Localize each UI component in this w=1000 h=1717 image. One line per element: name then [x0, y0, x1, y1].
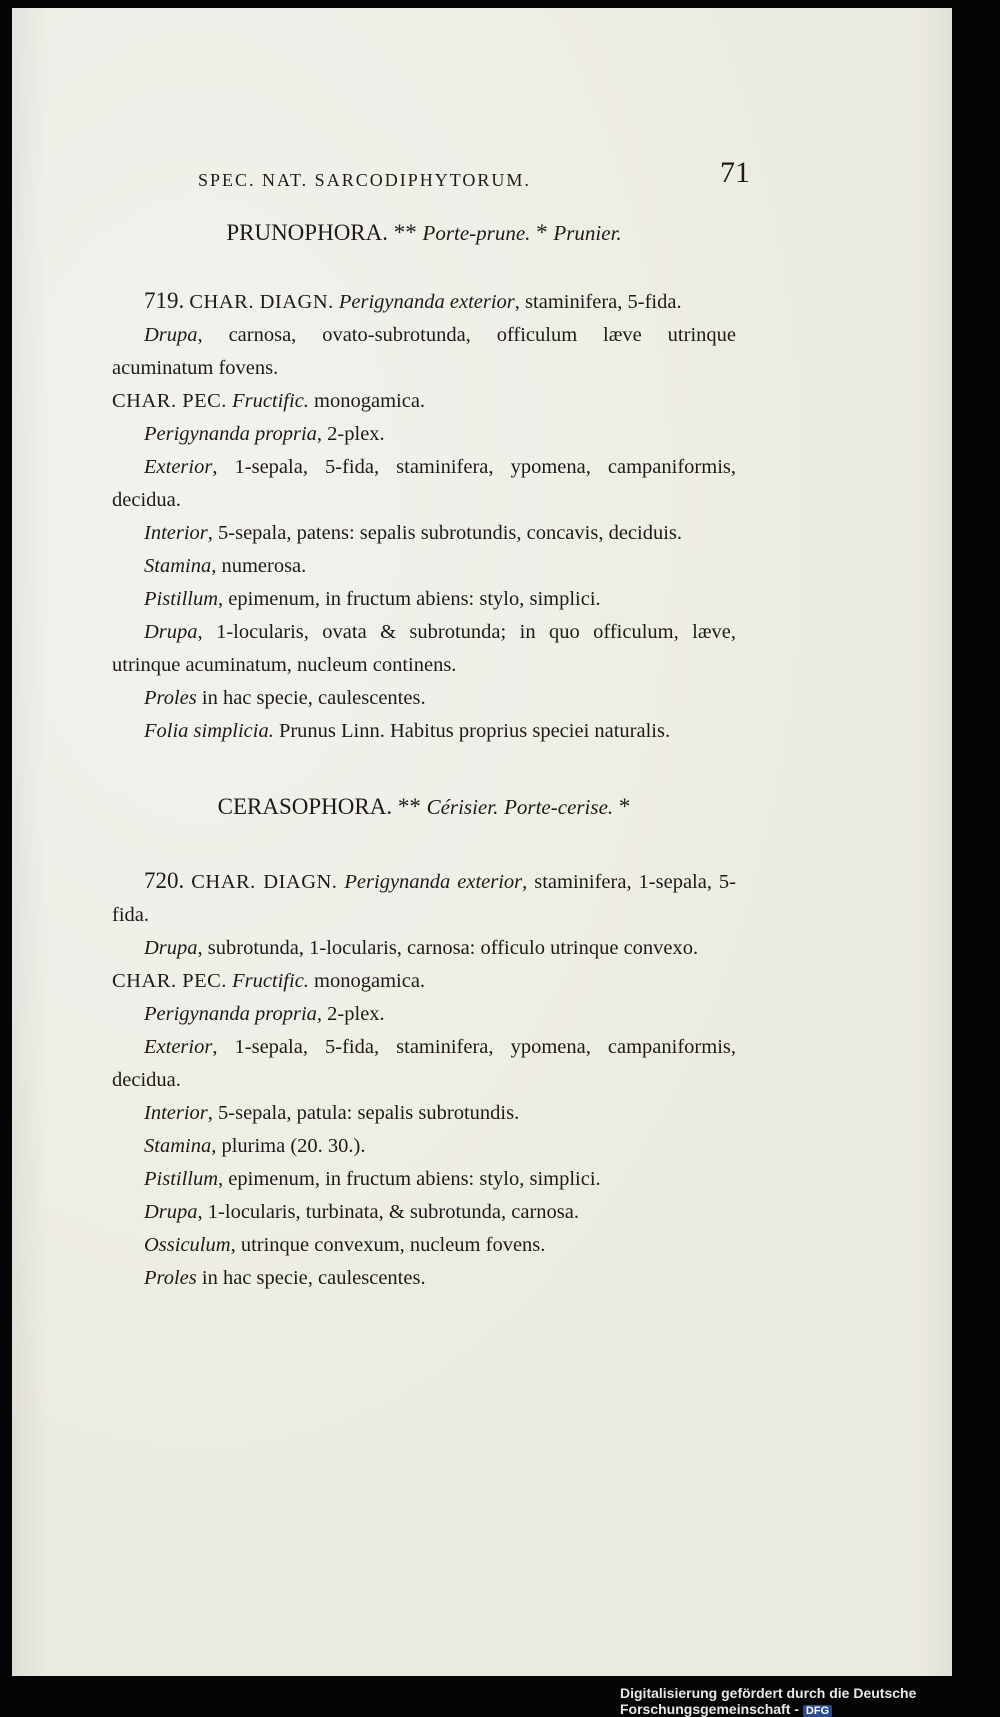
char-diagn-label: CHAR. DIAGN.	[189, 291, 334, 313]
diagnosis-line	[112, 284, 736, 319]
description: , plurima (20. 30.).	[211, 1135, 366, 1157]
entry-line	[112, 965, 736, 998]
entry-line	[112, 1163, 736, 1196]
term: Perigynanda propria	[144, 423, 317, 445]
entry-line	[112, 715, 736, 748]
term: Proles	[144, 687, 197, 709]
asterisks: **	[392, 794, 427, 819]
entry-line	[112, 1262, 736, 1295]
entry-line	[112, 616, 736, 682]
term: Drupa	[144, 621, 198, 643]
description: , numerosa.	[211, 555, 307, 577]
page-content	[112, 156, 750, 1295]
term: Ossiculum	[144, 1234, 231, 1256]
term: Drupa	[144, 324, 198, 346]
term: Drupa	[144, 1201, 198, 1223]
term: Interior	[144, 1102, 208, 1124]
entry-720	[112, 864, 736, 1295]
french-name: Cérisier.	[426, 795, 499, 819]
entry-line	[112, 682, 736, 715]
description: monogamica.	[308, 970, 426, 992]
term: Stamina	[144, 555, 212, 577]
description: , 1-locularis, ovata & subrotunda; in quo officulum, læve, utrinque acuminatum, nucleum continens.	[112, 621, 736, 676]
term: Pistillum	[144, 1168, 219, 1190]
term: Stamina	[144, 1135, 212, 1157]
description: , 1-sepala, 5-fida, staminifera, ypomena, campaniformis, decidua.	[112, 1036, 736, 1091]
entry-line	[112, 517, 736, 550]
description: , 5-sepala, patens: sepalis subrotundis, concavis, deciduis.	[207, 522, 683, 544]
entry-line	[112, 451, 736, 517]
term: Pistillum	[144, 588, 219, 610]
description: , 2-plex.	[316, 423, 385, 445]
description: monogamica.	[308, 390, 426, 412]
term: Folia simplicia.	[144, 720, 274, 742]
term: Fructific.	[232, 390, 309, 412]
entry-line	[112, 550, 736, 583]
entry-line	[112, 1130, 736, 1163]
description: , carnosa, ovato-subrotunda, officulum læve utrinque acuminatum fovens.	[112, 324, 736, 379]
term: Interior	[144, 522, 208, 544]
running-head-title: SPEC. NAT. SARCODIPHYTORUM.	[198, 170, 531, 190]
entry-line	[112, 1097, 736, 1130]
description: , epimenum, in fructum abiens: stylo, simplici.	[218, 588, 601, 610]
diagnosis-line	[112, 864, 736, 932]
term: Proles	[144, 1267, 197, 1289]
description: , epimenum, in fructum abiens: stylo, simplici.	[218, 1168, 601, 1190]
entry-line	[112, 1196, 736, 1229]
description: , 5-sepala, patula: sepalis subrotundis.	[207, 1102, 520, 1124]
french-name: Porte-prune.	[422, 221, 531, 245]
entry-line	[112, 418, 736, 451]
genus-name: PRUNOPHORA.	[226, 220, 389, 245]
term: Fructific.	[232, 970, 309, 992]
entry-line	[112, 319, 736, 385]
term: Exterior	[144, 1036, 213, 1058]
description: in hac specie, caulescentes.	[196, 687, 426, 709]
entry-number: 719.	[144, 288, 185, 313]
description: , 2-plex.	[316, 1003, 385, 1025]
description: , staminifera, 5-fida.	[514, 291, 682, 313]
description: , utrinque convexum, nucleum fovens.	[230, 1234, 546, 1256]
term: Perigynanda exterior	[344, 871, 523, 893]
running-head	[112, 156, 750, 202]
entry-line	[112, 932, 736, 965]
genus-heading-cerasophora	[112, 790, 736, 824]
description: , 1-sepala, 5-fida, staminifera, ypomena, campaniformis, decidua.	[112, 456, 736, 511]
term: Drupa	[144, 937, 198, 959]
char-diagn-label: CHAR. DIAGN.	[191, 871, 338, 893]
asterisks: *	[530, 220, 554, 245]
book-page	[12, 8, 952, 1676]
entry-line	[112, 583, 736, 616]
term: Exterior	[144, 456, 213, 478]
entry-line	[112, 1031, 736, 1097]
dfg-logo: DFG	[803, 1705, 832, 1717]
asterisks: *	[613, 794, 631, 819]
char-pec-label: CHAR. PEC.	[112, 390, 227, 412]
entry-719	[112, 284, 736, 748]
french-name: Prunier.	[553, 221, 622, 245]
entry-line	[112, 385, 736, 418]
digitization-credit	[620, 1685, 1000, 1717]
description: , 1-locularis, turbinata, & subrotunda, carnosa.	[197, 1201, 579, 1223]
entry-line	[112, 998, 736, 1031]
char-pec-label: CHAR. PEC.	[112, 970, 227, 992]
description: , staminifera, 1-sepala, 5-fida.	[112, 871, 737, 926]
entry-number: 720.	[144, 868, 185, 893]
genus-heading-prunophora	[112, 216, 736, 250]
description: in hac specie, caulescentes.	[196, 1267, 426, 1289]
genus-name: CERASOPHORA.	[217, 794, 393, 819]
description: Prunus Linn. Habitus proprius speciei naturalis.	[273, 720, 671, 742]
asterisks: **	[388, 220, 423, 245]
term: Perigynanda propria	[144, 1003, 317, 1025]
credit-text: Digitalisierung gefördert durch die Deutsche Forschungsgemeinschaft -	[620, 1685, 917, 1717]
french-name: Porte-cerise.	[504, 795, 614, 819]
page-number: 71	[720, 156, 750, 189]
term: Perigynanda exterior	[338, 291, 515, 313]
description: , subrotunda, 1-locularis, carnosa: officulo utrinque convexo.	[197, 937, 699, 959]
entry-line	[112, 1229, 736, 1262]
